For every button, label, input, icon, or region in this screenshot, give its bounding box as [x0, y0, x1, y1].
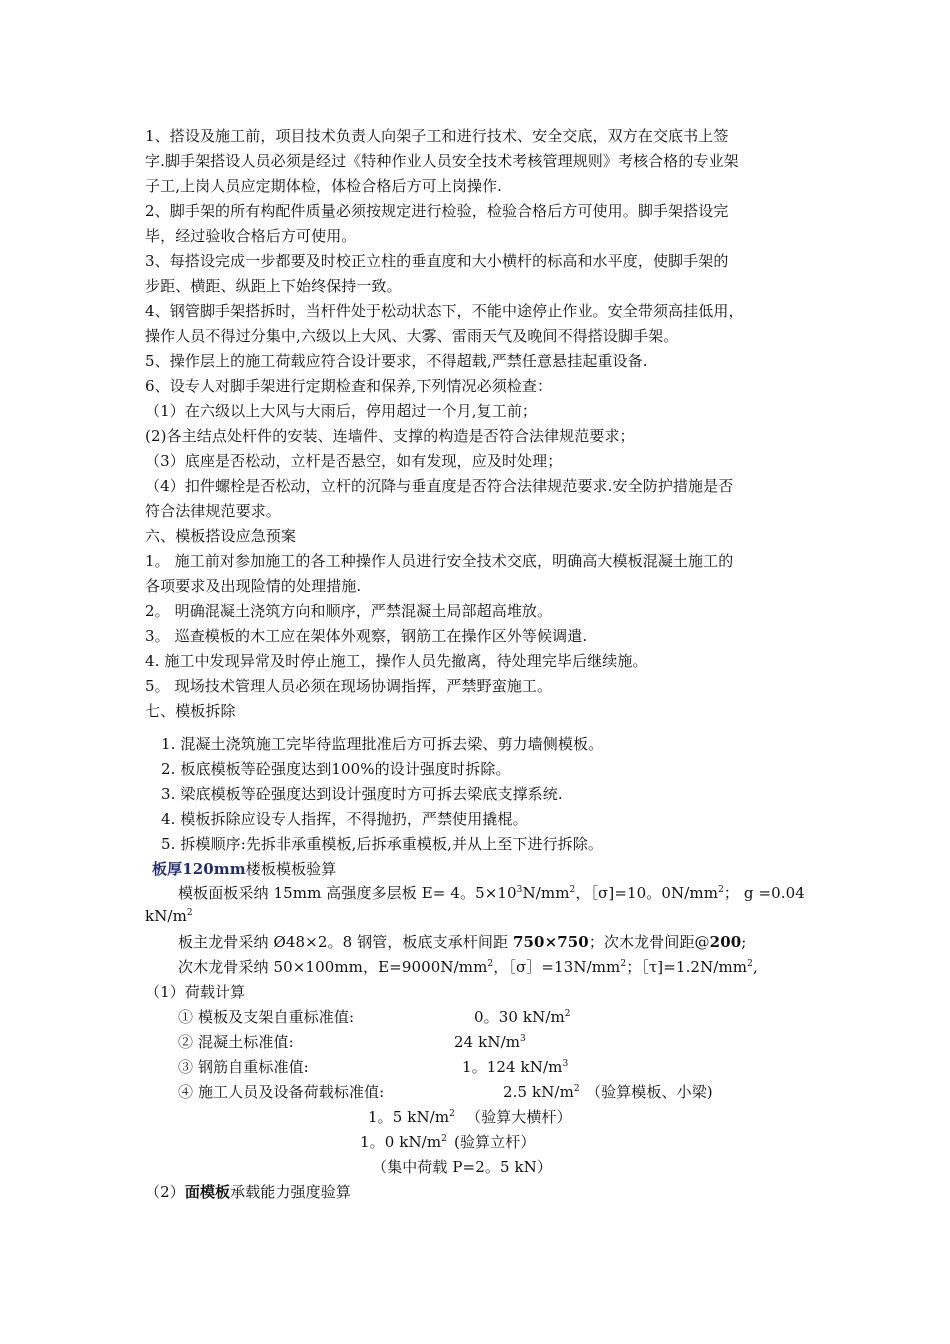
- text-line: 2。 明确混凝土浇筑方向和顺序，严禁混凝土局部超高堆放。: [145, 602, 553, 620]
- superscript: 2: [564, 1009, 571, 1019]
- text-line: （3）底座是否松动，立杆是否悬空，如有发现，应及时处理；: [145, 452, 563, 470]
- load-label: ② 混凝土标准值:: [178, 1033, 294, 1051]
- param-text: ，［σ］=13N/mm: [493, 958, 621, 976]
- load-value: [503, 1082, 580, 1104]
- text-line: 1、搭设及施工前，项目技术负责人向架子工和进行技术、安全交底，双方在交底书上签: [145, 127, 729, 145]
- param-text: 次木龙骨采纳 50×100mm，E=9000N/mm: [178, 958, 488, 976]
- text-line: 1。 施工前对参加施工的各工种操作人员进行安全技术交底，明确高大模板混凝土施工的: [145, 552, 734, 570]
- load-value: [474, 1007, 571, 1029]
- text-line: 步距、横距、纵距上下始终保持一致。: [145, 277, 402, 295]
- superscript: 3: [562, 1059, 569, 1069]
- section-heading: 七、模板拆除: [145, 702, 236, 720]
- load-value-text: 1。5 kN/m: [368, 1108, 450, 1126]
- param-line: [178, 932, 746, 954]
- param-text: ,: [752, 958, 758, 976]
- text-line: 4、钢管脚手架搭拆时，当杆件处于松动状态下，不能中途停止作业。安全带须高挂低用，: [145, 302, 744, 320]
- superscript: 2: [573, 1084, 580, 1094]
- param-text: N/mm: [522, 884, 570, 902]
- superscript: 2: [747, 959, 753, 969]
- param-text: ；次木龙骨间距@: [588, 933, 710, 951]
- param-text-bold: 750×750: [512, 933, 589, 951]
- text-line: 6、设专人对脚手架进行定期检查和保养,下列情况必须检查：: [145, 377, 553, 395]
- superscript: 3: [516, 885, 523, 895]
- list-item: 3. 梁底模板等砼强度达到设计强度时方可拆去梁底支撑系统.: [161, 785, 563, 803]
- check-title: [145, 1182, 351, 1204]
- text-line: 4. 施工中发现异常及时停止施工，操作人员先撤离，待处理完毕后继续施。: [145, 652, 648, 670]
- param-text: ；［τ]=1.2N/mm: [626, 958, 748, 976]
- load-note: （验算模板、小梁): [586, 1083, 713, 1101]
- param-text-bold: 200: [709, 933, 742, 951]
- load-value: [368, 1107, 455, 1129]
- load-label: ③ 钢筋自重标准值:: [178, 1058, 309, 1076]
- superscript: 2: [620, 959, 627, 969]
- superscript: 2: [718, 885, 724, 895]
- calc-heading: [152, 859, 336, 881]
- load-note: （集中荷载 P=2。5 kN）: [372, 1158, 552, 1176]
- param-line: [145, 906, 193, 928]
- text-line: 3、每搭设完成一步都要及时校正立柱的垂直度和大小横杆的标高和水平度，使脚手架的: [145, 252, 729, 270]
- check-title-rest: 承载能力强度验算: [230, 1183, 351, 1201]
- superscript: 2: [186, 908, 193, 918]
- text-line: 5。 现场技术管理人员必须在现场协调指挥，严禁野蛮施工。: [145, 677, 553, 695]
- calc-heading-bold: 板厚120mm: [152, 860, 246, 878]
- text-line: 各项要求及出现险情的处理措施.: [145, 577, 362, 595]
- param-line: [178, 957, 758, 979]
- text-line: （4）扣件螺栓是否松动，立杆的沉降与垂直度是否符合法律规范要求.安全防护措施是否: [145, 477, 734, 495]
- text-line: 2、脚手架的所有构配件质量必须按规定进行检验，检验合格后方可使用。脚手架搭设完: [145, 202, 729, 220]
- list-item: 1. 混凝土浇筑施工完毕待监理批准后方可拆去梁、剪力墙侧模板。: [161, 735, 604, 753]
- section-heading: 六、模板搭设应急预案: [145, 527, 297, 545]
- param-text: 模板面板采纳 15mm 高强度多层板 E= 4。5×10: [178, 884, 517, 902]
- param-text: ，［σ]=10。0N/mm: [575, 884, 719, 902]
- load-value-text: 1。0 kN/m: [360, 1133, 442, 1151]
- text-line: 符合法律规范要求。: [145, 502, 281, 520]
- superscript: 3: [520, 1034, 526, 1044]
- text-line: 字.脚手架搭设人员必须是经过《特种作业人员安全技术考核管理规则》考核合格的专业架: [145, 152, 739, 170]
- superscript: 2: [569, 885, 576, 895]
- load-value-text: 2.5 kN/m: [503, 1083, 574, 1101]
- param-text: 板主龙骨采纳 Ø48×2。8 钢管，板底支承杆间距: [178, 933, 513, 951]
- text-line: 子工,上岗人员应定期体检，体检合格后方可上岗操作.: [145, 177, 503, 195]
- superscript: 2: [441, 1134, 447, 1144]
- text-line: （1）在六级以上大风与大雨后，停用超过一个月,复工前；: [145, 402, 538, 420]
- param-text: ;: [741, 933, 747, 951]
- param-text: kN/m: [145, 907, 187, 925]
- calc-heading-rest: 楼板模板验算: [245, 860, 337, 878]
- text-line: 毕，经过验收合格后方可使用。: [145, 227, 357, 245]
- list-item: 4. 模板拆除应设专人指挥，不得抛扔，严禁使用撬棍。: [161, 810, 528, 828]
- load-value: [454, 1032, 526, 1054]
- load-value: [360, 1132, 447, 1154]
- load-note: （验算大横杆）: [466, 1108, 572, 1126]
- load-value-text: 1。124 kN/m: [462, 1058, 563, 1076]
- load-value: [462, 1057, 568, 1079]
- text-line: 5、操作层上的施工荷载应符合设计要求，不得超载,严禁任意悬挂起重设备.: [145, 352, 648, 370]
- text-line: (2)各主结点处杆件的安装、连墙件、支撑的构造是否符合法律规范要求；: [145, 427, 635, 445]
- text-line: 操作人员不得过分集中,六级以上大风、大雾、雷雨天气及晚间不得搭设脚手架。: [145, 327, 679, 345]
- load-note: (验算立杆）: [454, 1133, 536, 1151]
- check-title-bold: 面模板: [184, 1183, 231, 1201]
- superscript: 2: [449, 1109, 455, 1119]
- list-item: 5. 拆模顺序:先拆非承重模板,后拆承重模板,并从上至下进行拆除。: [161, 835, 603, 853]
- load-label: ① 模板及支架自重标准值:: [178, 1008, 355, 1026]
- list-item: 2. 板底模板等砼强度达到100%的设计强度时拆除。: [161, 760, 511, 778]
- param-line: [178, 883, 805, 905]
- param-text: ； g =0.04: [723, 884, 805, 902]
- load-value-text: 24 kN/m: [454, 1033, 521, 1051]
- load-label: ④ 施工人员及设备荷载标准值:: [178, 1083, 385, 1101]
- load-title: （1）荷载计算: [145, 983, 246, 1001]
- check-title-prefix: （2）: [145, 1183, 185, 1201]
- superscript: 2: [487, 959, 494, 969]
- text-line: 3。 巡查模板的木工应在架体外观察，钢筋工在操作区外等候调遣.: [145, 627, 588, 645]
- load-value-text: 0。30 kN/m: [474, 1008, 565, 1026]
